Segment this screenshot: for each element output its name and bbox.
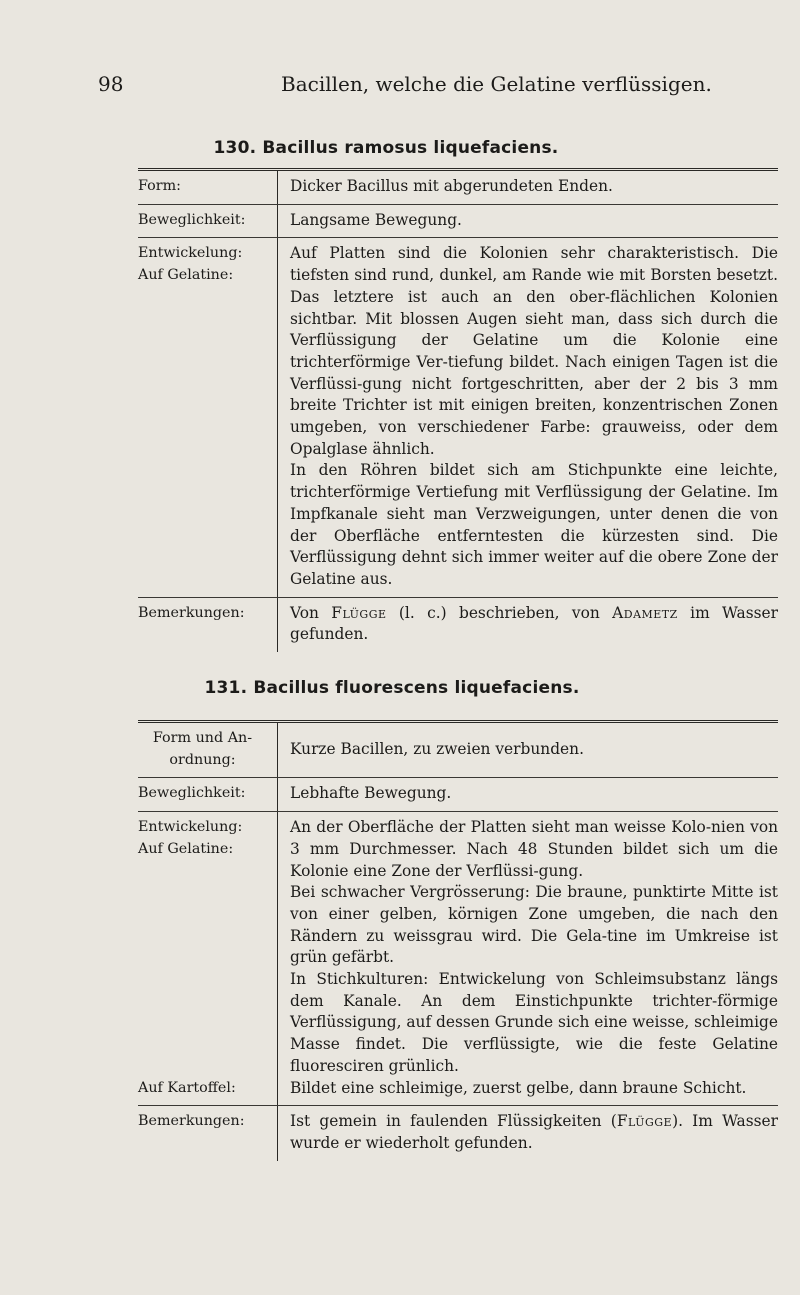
row-label: Bemerkungen: — [138, 1106, 278, 1160]
row-value — [278, 812, 778, 1105]
row-value — [278, 598, 778, 652]
paragraph: In den Röhren bildet sich am Stichpunkte eine leichte, trichterförmige Vertiefung mit Verflüssigung der Gelatine. Im Impfkanale sieht man Verzweigungen, unter denen die von der Oberfläche entferntesten die kürzesten sind. Die Verflüssigung dehnt sich immer weiter auf die obere Zone der Gelatine aus. — [290, 461, 778, 588]
table-row-development — [138, 811, 778, 1105]
section-title-130: 130. Bacillus ramosus liquefaciens. — [213, 138, 559, 158]
table-131 — [138, 720, 778, 1161]
remark-text: Ist gemein in faulenden Flüssigkeiten ( — [290, 1112, 617, 1131]
table-row-remarks — [138, 1105, 778, 1160]
label-gelatine: Auf Gelatine: — [138, 840, 234, 857]
table-row-motility — [138, 777, 778, 811]
paragraph: An der Oberfläche der Platten sieht man weisse Kolo-nien von 3 mm Durchmesser. Nach 48 Stunden bildet sich um die Kolonie eine Zone der Verflüssi-gung. — [290, 818, 778, 880]
remark-text: ). Im Wasser wurde er wiederholt gefunden. — [290, 1112, 778, 1152]
row-value: Langsame Bewegung. — [290, 210, 462, 229]
author-name: Flügge — [331, 603, 387, 622]
row-label: Form: — [138, 171, 278, 204]
row-value — [278, 1106, 778, 1160]
table-row-form — [138, 171, 778, 204]
paragraph: Bei schwacher Vergrösserung: Die braune, punktirte Mitte ist von einer gelben, körnigen Zone umgeben, die nach den Rändern zu weissgrau wird. Die Gela-tine im Umkreise ist grün gefärbt. — [290, 883, 778, 967]
row-label: Beweglichkeit: — [138, 205, 278, 238]
label-potato: Auf Kartoffel: — [138, 1079, 236, 1096]
remark-text: (l. c.) beschrieben, von — [398, 603, 600, 622]
page-number: 98 — [98, 72, 124, 96]
table-row-development — [138, 237, 778, 596]
label-development: Entwickelung: — [138, 245, 243, 262]
row-value — [278, 238, 778, 596]
table-row-remarks — [138, 597, 778, 652]
label-gelatine: Auf Gelatine: — [138, 267, 234, 284]
row-value: Lebhafte Bewegung. — [290, 784, 452, 803]
running-title: Bacillen, welche die Gelatine verflüssigen. — [281, 72, 712, 96]
author-name: Flügge — [616, 1112, 673, 1131]
row-value: Dicker Bacillus mit abgerundeten Enden. — [290, 177, 613, 195]
table-row-motility — [138, 204, 778, 238]
row-value: Kurze Bacillen, zu zweien verbunden. — [290, 740, 584, 758]
row-label — [138, 812, 278, 1105]
author-name: Adametz — [612, 603, 678, 622]
table-row-form — [138, 723, 778, 777]
row-label: Bemerkungen: — [138, 598, 278, 652]
row-label: Form und An-ordnung: — [138, 723, 278, 777]
row-label: Beweglichkeit: — [138, 778, 278, 811]
paragraph: Bildet eine schleimige, zuerst gelbe, dann braune Schicht. — [290, 1078, 747, 1097]
row-label — [138, 238, 278, 596]
table-130 — [138, 168, 778, 652]
remark-text: im Wasser gefunden. — [290, 603, 778, 644]
section-title-131: 131. Bacillus fluorescens liquefaciens. — [204, 678, 580, 698]
label-development: Entwickelung: — [138, 819, 243, 836]
paragraph: In Stichkulturen: Entwickelung von Schleimsubstanz längs dem Kanale. An dem Einstichpunkte trichter-förmige Verflüssigung, auf dessen Grunde sich eine weisse, schleimige Masse findet. Die verflüssigte, wie die feste Gelatine fluoresciren grünlich. — [290, 970, 778, 1075]
paragraph: Auf Platten sind die Kolonien sehr charakteristisch. Die tiefsten sind rund, dunkel, am Rande wie mit Borsten besetzt. Das letztere ist auch an den ober-flächlichen Kolonien sichtbar. Mit blossen Augen sieht man, dass sich durch die Verflüssigung der Gelatine um die Kolonie eine trichterförmige Ver-tiefung bildet. Nach einigen Tagen ist die Verflüssi-gung nicht fortgeschritten, aber der 2 bis 3 mm breite Trichter ist mit einigen breiten, konzentrischen Zonen umgeben, von verschiedener Farbe: grauweiss, oder dem Opalglase ähnlich. — [290, 244, 778, 458]
remark-text: Von — [290, 603, 319, 622]
